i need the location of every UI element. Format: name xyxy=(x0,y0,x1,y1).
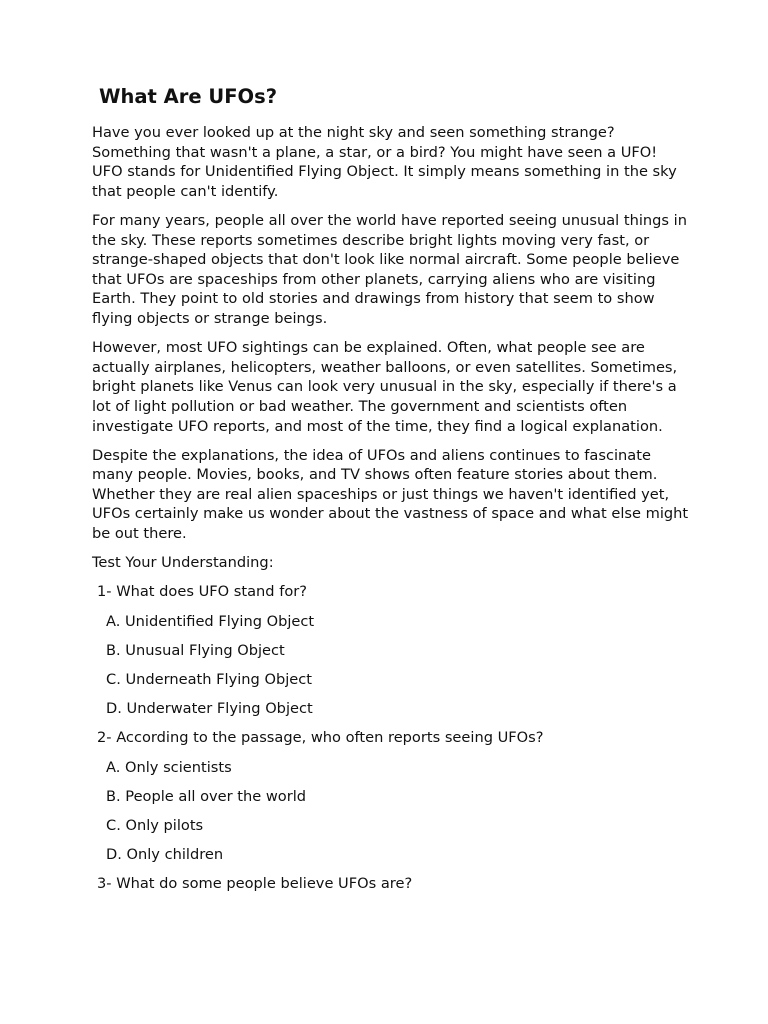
question-2-option-c: C. Only pilots xyxy=(106,816,204,834)
question-1-option-d: D. Underwater Flying Object xyxy=(106,700,313,718)
question-1-option-c: C. Underneath Flying Object xyxy=(106,671,312,688)
question-1-option-b: B. Unusual Flying Object xyxy=(106,641,285,659)
document-page xyxy=(92,84,692,904)
question-2-option-d: D. Only children xyxy=(106,846,224,864)
question-1-option-a: A. Unidentified Flying Object xyxy=(106,612,315,630)
paragraph-4: Despite the explanations, the idea of UFOs and aliens continues to fascinate many people. Movies, books, and TV shows often feature stories about them. Whether they are real alien spaceships or just things we haven't identified yet, UFOs certainly make us wonder about the vastness of space and what else might be out there. xyxy=(92,446,689,543)
paragraph-1: Have you ever looked up at the night sky and seen something strange? Something that wasn't a plane, a star, or a bird? You might have seen a UFO! UFO stands for Unidentified Flying Object. It simply means something in the sky that people can't identify. xyxy=(92,124,677,200)
paragraph-2: For many years, people all over the world have reported seeing unusual things in the sky. These reports sometimes describe bright lights moving very fast, or strange-shaped objects that don't look like normal aircraft. Some people believe that UFOs are spaceships from other planets, carrying aliens who are visiting Earth. They point to old stories and drawings from history that seem to show flying objects or strange beings. xyxy=(92,211,687,327)
question-2-option-a: A. Only scientists xyxy=(106,758,232,776)
question-3: 3- What do some people believe UFOs are? xyxy=(97,875,413,893)
passage xyxy=(92,123,692,544)
paragraph-3: However, most UFO sightings can be explained. Often, what people see are actually airplanes, helicopters, weather balloons, or even satellites. Sometimes, bright planets like Venus can look very unusual in the sky, especially if there's a lot of light pollution or bad weather. The government and scientists often investigate UFO reports, and most of the time, they find a logical explanation. xyxy=(92,339,678,435)
question-2: 2- According to the passage, who often reports seeing UFOs? xyxy=(97,729,544,747)
quiz-label: Test Your Understanding: xyxy=(92,554,274,572)
question-2-option-b: B. People all over the world xyxy=(106,787,307,805)
quiz xyxy=(92,582,692,893)
question-1: 1- What does UFO stand for? xyxy=(97,583,308,601)
document-title: What Are UFOs? xyxy=(99,85,278,108)
